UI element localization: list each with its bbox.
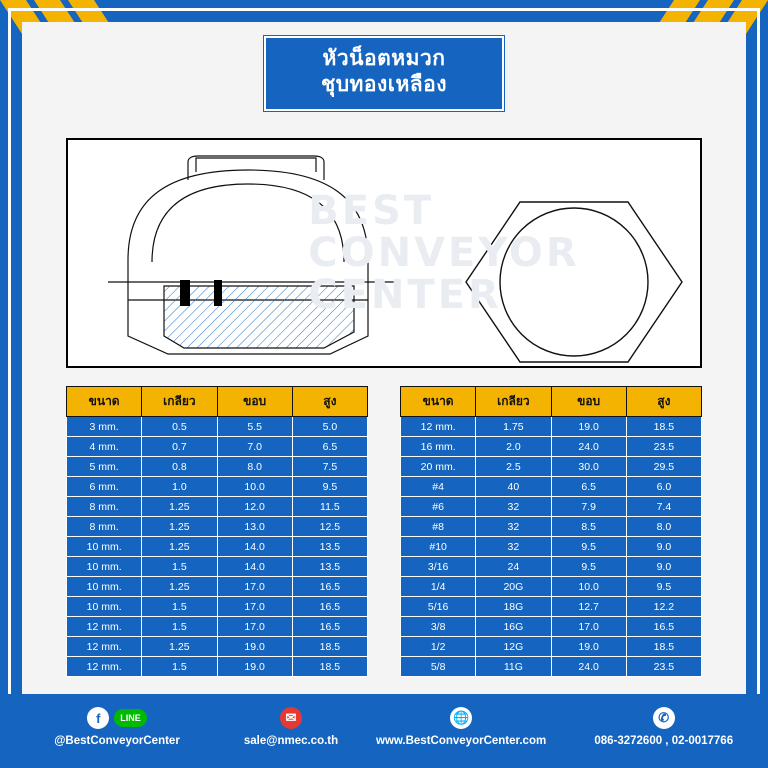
technical-drawing	[66, 138, 702, 368]
cell-size: 12 mm.	[401, 417, 476, 437]
title-banner	[264, 36, 504, 111]
table-row	[401, 617, 702, 637]
cell-size: 10 mm.	[67, 557, 142, 577]
cell-thread: 11G	[476, 657, 551, 677]
cell-height: 23.5	[626, 657, 701, 677]
table-row	[401, 477, 702, 497]
cell-thread: 0.7	[142, 437, 217, 457]
cell-thread: 1.5	[142, 557, 217, 577]
cell-height: 6.0	[626, 477, 701, 497]
cell-width: 10.0	[551, 577, 626, 597]
cell-thread: 2.5	[476, 457, 551, 477]
cell-size: #8	[401, 517, 476, 537]
line-icon[interactable]: LINE	[114, 709, 147, 727]
watermark-line-1: BEST	[308, 188, 435, 234]
spec-tables	[66, 386, 702, 677]
cell-width: 17.0	[217, 597, 292, 617]
watermark-line-3: CENTER	[308, 272, 502, 318]
col-header-thread: เกลียว	[476, 387, 551, 417]
cell-height: 18.5	[292, 637, 367, 657]
footer-website-label: www.BestConveyorCenter.com	[376, 735, 547, 747]
table-row	[401, 497, 702, 517]
table-row	[401, 537, 702, 557]
cell-thread: 1.25	[142, 577, 217, 597]
cell-height: 9.0	[626, 537, 701, 557]
table-body-right	[401, 417, 702, 677]
table-row	[401, 457, 702, 477]
cell-height: 7.4	[626, 497, 701, 517]
cell-width: 17.0	[217, 617, 292, 637]
table-row	[67, 457, 368, 477]
cell-height: 7.5	[292, 457, 367, 477]
cell-width: 12.0	[217, 497, 292, 517]
table-header-row	[67, 387, 368, 417]
cell-height: 16.5	[292, 617, 367, 637]
cell-size: 5 mm.	[67, 457, 142, 477]
cell-thread: 1.75	[476, 417, 551, 437]
cell-size: 5/16	[401, 597, 476, 617]
table-row	[401, 417, 702, 437]
table-row	[67, 557, 368, 577]
cell-size: #10	[401, 537, 476, 557]
cell-height: 9.0	[626, 557, 701, 577]
cell-width: 5.5	[217, 417, 292, 437]
cell-height: 13.5	[292, 537, 367, 557]
table-row	[401, 577, 702, 597]
cell-width: 6.5	[551, 477, 626, 497]
cell-width: 9.5	[551, 537, 626, 557]
cell-width: 8.0	[217, 457, 292, 477]
table-row	[401, 637, 702, 657]
cell-width: 19.0	[217, 657, 292, 677]
footer-social[interactable]	[22, 707, 212, 747]
cell-thread: 12G	[476, 637, 551, 657]
cell-size: 12 mm.	[67, 657, 142, 677]
cell-size: 1/2	[401, 637, 476, 657]
col-header-height: สูง	[626, 387, 701, 417]
cell-height: 16.5	[292, 577, 367, 597]
cell-height: 29.5	[626, 457, 701, 477]
cell-height: 5.0	[292, 417, 367, 437]
cell-size: 3 mm.	[67, 417, 142, 437]
cell-width: 19.0	[551, 637, 626, 657]
cell-thread: 1.25	[142, 637, 217, 657]
cell-width: 24.0	[551, 657, 626, 677]
cell-size: 10 mm.	[67, 597, 142, 617]
cell-width: 12.7	[551, 597, 626, 617]
table-header-row	[401, 387, 702, 417]
cell-size: 8 mm.	[67, 497, 142, 517]
cell-size: 20 mm.	[401, 457, 476, 477]
cell-width: 19.0	[217, 637, 292, 657]
title-line-1: หัวน็อตหมวก	[322, 47, 446, 70]
cell-height: 18.5	[292, 657, 367, 677]
phone-icon[interactable]: ✆	[653, 707, 675, 729]
cell-thread: 1.5	[142, 657, 217, 677]
cell-thread: 18G	[476, 597, 551, 617]
table-row	[67, 417, 368, 437]
table-body-left	[67, 417, 368, 677]
cell-width: 7.9	[551, 497, 626, 517]
cell-size: #6	[401, 497, 476, 517]
cell-height: 18.5	[626, 417, 701, 437]
content-area	[22, 22, 746, 746]
facebook-icon[interactable]: f	[87, 707, 109, 729]
col-header-width: ขอบ	[551, 387, 626, 417]
cell-size: 10 mm.	[67, 537, 142, 557]
envelope-icon[interactable]: ✉	[280, 707, 302, 729]
cell-height: 13.5	[292, 557, 367, 577]
cell-width: 9.5	[551, 557, 626, 577]
cell-height: 8.0	[626, 517, 701, 537]
cell-thread: 32	[476, 537, 551, 557]
cell-height: 23.5	[626, 437, 701, 457]
cell-width: 24.0	[551, 437, 626, 457]
cell-width: 13.0	[217, 517, 292, 537]
title-line-2: ชุบทองเหลือง	[320, 73, 448, 97]
cell-size: 4 mm.	[67, 437, 142, 457]
cell-thread: 1.5	[142, 617, 217, 637]
dome-nut-drawing	[68, 140, 700, 366]
cell-size: 8 mm.	[67, 517, 142, 537]
cell-width: 8.5	[551, 517, 626, 537]
table-row	[67, 657, 368, 677]
cell-width: 14.0	[217, 537, 292, 557]
table-row	[67, 637, 368, 657]
footer-social-label: @BestConveyorCenter	[54, 735, 180, 747]
cell-height: 12.5	[292, 517, 367, 537]
cell-size: 10 mm.	[67, 577, 142, 597]
cell-height: 11.5	[292, 497, 367, 517]
cell-thread: 1.25	[142, 517, 217, 537]
table-row	[401, 517, 702, 537]
footer-bar	[0, 694, 768, 768]
table-row	[67, 437, 368, 457]
cell-width: 17.0	[217, 577, 292, 597]
table-row	[67, 477, 368, 497]
table-row	[67, 597, 368, 617]
cell-size: 5/8	[401, 657, 476, 677]
cell-thread: 1.0	[142, 477, 217, 497]
col-header-height: สูง	[292, 387, 367, 417]
cell-height: 16.5	[626, 617, 701, 637]
cell-size: 6 mm.	[67, 477, 142, 497]
cell-thread: 1.25	[142, 537, 217, 557]
cell-thread: 24	[476, 557, 551, 577]
cell-size: 3/8	[401, 617, 476, 637]
cell-size: 12 mm.	[67, 617, 142, 637]
cell-thread: 16G	[476, 617, 551, 637]
cell-width: 14.0	[217, 557, 292, 577]
cell-thread: 32	[476, 517, 551, 537]
cell-width: 17.0	[551, 617, 626, 637]
cell-height: 9.5	[292, 477, 367, 497]
cell-thread: 1.5	[142, 597, 217, 617]
table-row	[67, 497, 368, 517]
cell-thread: 20G	[476, 577, 551, 597]
cell-thread: 0.5	[142, 417, 217, 437]
cell-width: 7.0	[217, 437, 292, 457]
table-row	[67, 537, 368, 557]
cell-height: 18.5	[626, 637, 701, 657]
cell-thread: 2.0	[476, 437, 551, 457]
table-row	[67, 577, 368, 597]
cell-size: #4	[401, 477, 476, 497]
watermark-line-2: CONVEYOR	[308, 230, 580, 276]
col-header-size: ขนาด	[67, 387, 142, 417]
table-row	[67, 517, 368, 537]
cell-size: 3/16	[401, 557, 476, 577]
table-row	[401, 597, 702, 617]
footer-email-label: sale@nmec.co.th	[243, 735, 339, 747]
col-header-width: ขอบ	[217, 387, 292, 417]
cell-size: 16 mm.	[401, 437, 476, 457]
cell-thread: 1.25	[142, 497, 217, 517]
cell-size: 1/4	[401, 577, 476, 597]
cell-size: 12 mm.	[67, 637, 142, 657]
cell-height: 12.2	[626, 597, 701, 617]
footer-phone-label: 086-3272600 , 02-0017766	[594, 735, 734, 747]
col-header-thread: เกลียว	[142, 387, 217, 417]
cell-width: 10.0	[217, 477, 292, 497]
cell-thread: 40	[476, 477, 551, 497]
cell-width: 30.0	[551, 457, 626, 477]
cell-width: 19.0	[551, 417, 626, 437]
globe-icon[interactable]: 🌐	[450, 707, 472, 729]
footer-phone[interactable]	[556, 707, 768, 747]
cell-height: 6.5	[292, 437, 367, 457]
table-row	[401, 437, 702, 457]
table-row	[401, 657, 702, 677]
footer-website[interactable]	[370, 707, 552, 747]
col-header-size: ขนาด	[401, 387, 476, 417]
cell-height: 9.5	[626, 577, 701, 597]
cell-thread: 0.8	[142, 457, 217, 477]
spec-table-left	[66, 386, 368, 677]
footer-email[interactable]	[216, 707, 366, 747]
cell-thread: 32	[476, 497, 551, 517]
cell-height: 16.5	[292, 597, 367, 617]
table-row	[401, 557, 702, 577]
spec-table-right	[400, 386, 702, 677]
table-row	[67, 617, 368, 637]
